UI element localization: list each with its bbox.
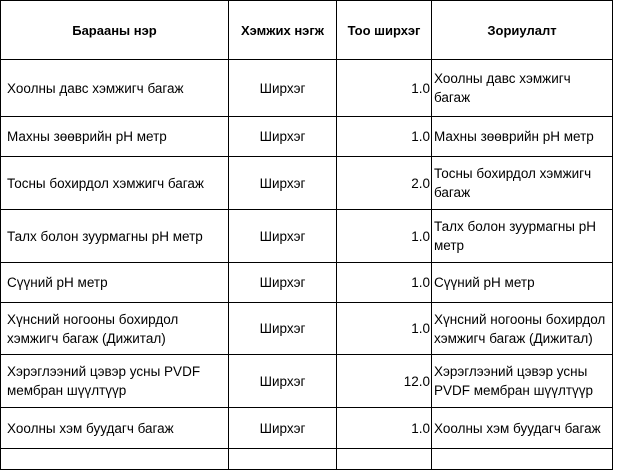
header-product-name: Барааны нэр [1, 1, 229, 60]
header-quantity: Тоо ширхэг [337, 1, 432, 60]
table-row [1, 157, 613, 210]
cell-unit: Ширхэг [229, 355, 337, 408]
cell-product-name: Хэрэглээний цэвэр усны PVDF мембран шүүлтүүр [1, 355, 229, 408]
cell-product-name: Хүнсний ногооны бохирдол хэмжигч багаж (Дижитал) [1, 303, 229, 355]
cell-purpose: Махны зөөврийн pH метр [432, 117, 613, 157]
cell-quantity: 1.0 [337, 303, 432, 355]
table-row [1, 60, 613, 117]
cell-empty [337, 449, 432, 470]
cell-unit: Ширхэг [229, 303, 337, 355]
cell-quantity: 1.0 [337, 408, 432, 449]
cell-unit: Ширхэг [229, 408, 337, 449]
cell-empty [229, 449, 337, 470]
cell-purpose: Сүүний pH метр [432, 263, 613, 303]
cell-quantity: 1.0 [337, 263, 432, 303]
cell-empty [1, 449, 229, 470]
cell-quantity: 12.0 [337, 355, 432, 408]
table-row [1, 355, 613, 408]
header-purpose: Зориулалт [432, 1, 613, 60]
cell-product-name: Махны зөөврийн pH метр [1, 117, 229, 157]
table-row [1, 210, 613, 263]
cell-product-name: Хоолны хэм буудагч багаж [1, 408, 229, 449]
cell-purpose: Тосны бохирдол хэмжигч багаж [432, 157, 613, 210]
cell-purpose: Хоолны давс хэмжигч багаж [432, 60, 613, 117]
cell-unit: Ширхэг [229, 157, 337, 210]
cell-unit: Ширхэг [229, 60, 337, 117]
table-row [1, 303, 613, 355]
cell-product-name: Сүүний pH метр [1, 263, 229, 303]
header-unit: Хэмжих нэгж [229, 1, 337, 60]
table-row-partial [1, 449, 613, 470]
cell-quantity: 1.0 [337, 60, 432, 117]
cell-quantity: 2.0 [337, 157, 432, 210]
header-row [1, 1, 613, 60]
cell-product-name: Хоолны давс хэмжигч багаж [1, 60, 229, 117]
cell-product-name: Талх болон зуурмагны pH метр [1, 210, 229, 263]
cell-unit: Ширхэг [229, 263, 337, 303]
cell-empty [432, 449, 613, 470]
cell-purpose: Талх болон зуурмагны pH метр [432, 210, 613, 263]
cell-purpose: Хоолны хэм буудагч багаж [432, 408, 613, 449]
cell-quantity: 1.0 [337, 210, 432, 263]
cell-unit: Ширхэг [229, 117, 337, 157]
cell-purpose: Хүнсний ногооны бохирдол хэмжигч багаж (Дижитал) [432, 303, 613, 355]
cell-quantity: 1.0 [337, 117, 432, 157]
table-row [1, 408, 613, 449]
table-row [1, 117, 613, 157]
cell-unit: Ширхэг [229, 210, 337, 263]
cell-product-name: Тосны бохирдол хэмжигч багаж [1, 157, 229, 210]
table-row [1, 263, 613, 303]
cell-purpose: Хэрэглээний цэвэр усны PVDF мембран шүүлтүүр [432, 355, 613, 408]
